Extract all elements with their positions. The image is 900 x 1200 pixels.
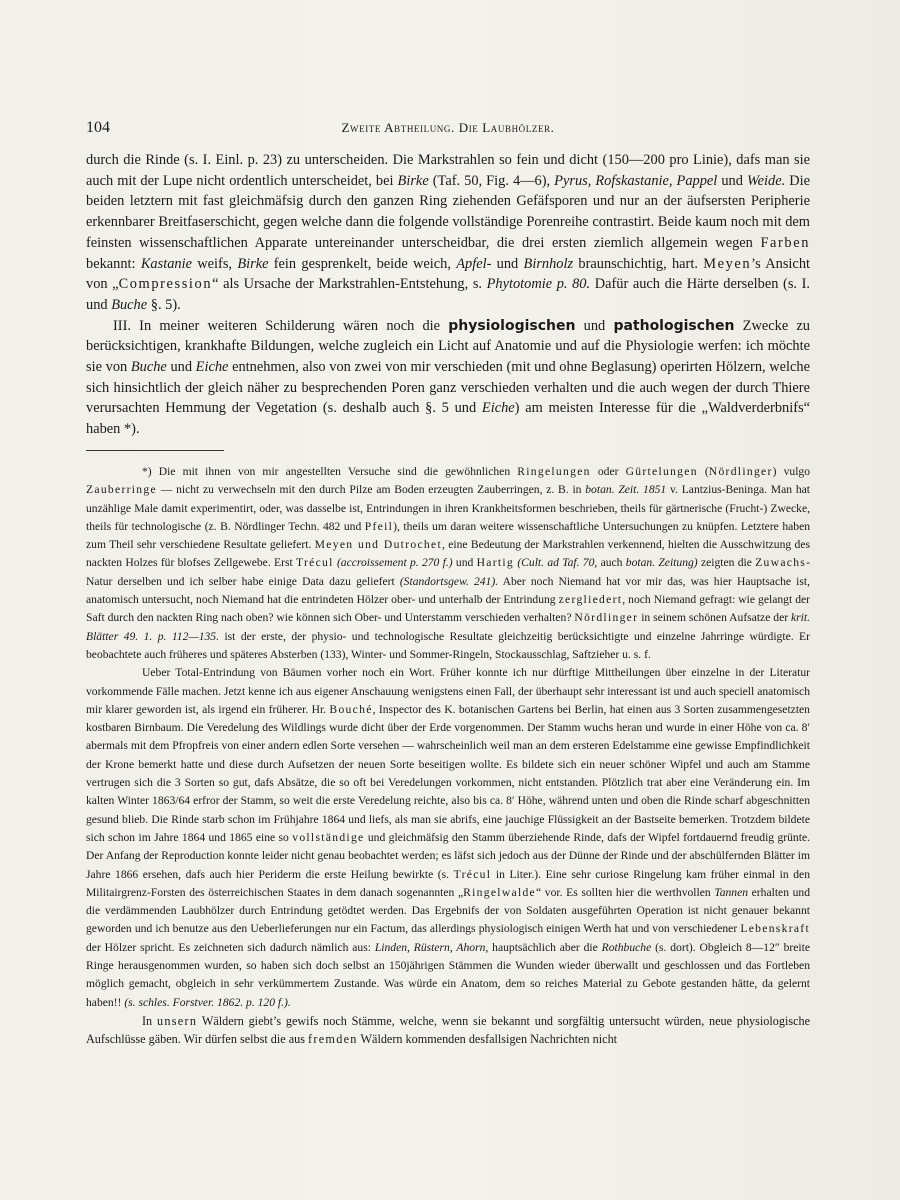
text-run: in seinem schönen Aufsatze der xyxy=(638,611,791,625)
text-run: *) Die mit ihnen von mir angestellten Versuche sind die gewöhnlichen xyxy=(142,465,518,478)
italic-term: Eiche xyxy=(481,400,515,417)
text-run: und xyxy=(575,317,614,334)
spaced-term: unsern xyxy=(156,1013,198,1028)
text-run: in Liter.). Eine sehr curiose Ringelung kam früher einmal in den Militairgrenz-Forsten des österreichischen Staates in dem danach sogenannten „ xyxy=(86,867,810,899)
page-header xyxy=(86,119,810,137)
spaced-term: Lebenskraft xyxy=(740,922,810,936)
italic-term: Rothbuche xyxy=(601,940,652,954)
spaced-term: vollständige xyxy=(292,830,365,844)
text-run: zeigten die xyxy=(697,556,756,570)
text-run: III. In meiner weiteren Schilderung wären noch die xyxy=(113,317,449,334)
spaced-term: Gürtelungen xyxy=(625,465,698,478)
italic-term: Buche xyxy=(130,359,167,376)
spaced-term: Trécul xyxy=(295,556,334,570)
italic-term: Apfel- xyxy=(456,255,492,272)
bold-term: physiologischen xyxy=(448,317,576,334)
italic-term: Weide. xyxy=(746,172,786,189)
text-run: bekannt: xyxy=(86,255,141,272)
spaced-term: zergliedert xyxy=(558,593,623,607)
text-run: braunschichtig, hart. xyxy=(573,255,704,272)
page-number: 104 xyxy=(86,119,110,136)
text-run: oder xyxy=(590,465,626,478)
italic-term: botan. Zeitung) xyxy=(625,556,698,570)
italic-term: Linden, Rüstern, Ahorn, xyxy=(374,940,489,954)
text-run: und xyxy=(491,255,524,272)
text-run: Wäldern kommenden desfallsigen Nachrichten nicht xyxy=(357,1032,618,1047)
text-run: v. Lantzius-Beninga. Man hat unzählige Male damit experimentirt, oder, was dasselbe ist, Entrindungen in ihren Krankheitsformen beschrieben, theils für gärtnerische (Frucht-) Zwecke, theils für technologische (z. B. Nördlinger Techn. 482 und xyxy=(86,483,810,533)
spaced-term: Nördlinger xyxy=(574,611,639,625)
italic-term: Birke xyxy=(397,172,429,189)
spaced-term: Zauberringe xyxy=(86,483,157,497)
italic-term: Tannen xyxy=(714,885,749,899)
spaced-term: Meyen xyxy=(703,255,752,272)
text-run: ) vulgo xyxy=(772,465,811,478)
italic-term: Pyrus, Rofskastanie, Pappel xyxy=(554,172,718,189)
footnote-block xyxy=(86,463,810,1049)
italic-term: krit. Blätter 49. 1. p. 112—135. xyxy=(86,611,810,643)
spaced-term: fremden xyxy=(308,1032,358,1047)
text-run: ( xyxy=(697,465,709,478)
spaced-term: Ringelwalde xyxy=(463,885,537,899)
text-run: und xyxy=(452,556,477,570)
text-run: — nicht zu verwechseln mit den durch Pilze am Boden erzeugten Zauberringen, z. B. in xyxy=(156,483,586,497)
italic-term: (Cult. ad Taf. 70, xyxy=(517,556,598,570)
text-run: (s. dort). Obgleich 8—12″ breite Ringe herausgenommen wurden, so haben sich doch selbst an 150jährigen Stämmen die Wunden wieder überwallt und geschlossen und das Fortleben möglich gemacht, obgleich in sehr verkümmertem Zustande. Was würde ein Anatom, dem so reiches Material zu Gebote gestanden hätte, da gelernt haben!! xyxy=(86,940,810,1009)
spaced-term: Trécul xyxy=(453,867,492,881)
spaced-term: Bouché xyxy=(329,702,373,716)
text-run: auch xyxy=(597,556,626,570)
text-run: der Hölzer spricht. Es zeichneten sich dadurch nämlich aus: xyxy=(86,940,375,954)
paragraph-1 xyxy=(86,150,810,316)
italic-term: (Standortsgew. 241). xyxy=(399,574,499,588)
text-run: durch die Rinde (s. I. Einl. p. 23) zu unterscheiden. Die Markstrahlen so fein und dicht (150—200 pro Linie), dafs man sie auch mit der Lupe nicht ordentlich unterscheidet, bei xyxy=(86,152,810,189)
text-run: , noch Niemand gefragt: wie gelangt der Saft durch den nackten Ring nach oben? wie können sich Ober- und Unterstamm verschieden verhalten? xyxy=(86,593,810,625)
text-run: ist der erste, der physio- und technologische Resultate gleichzeitig berücksichtigte und einzelne Jahrringe würdigte. Er beobachtete auch früheres und späteres Absterben (133), Winter- und Sommer-Ringeln, Stockausschlag, Saftzieher u. s. f. xyxy=(86,629,810,661)
spaced-term: Pfeil xyxy=(364,519,394,533)
italic-term: Kastanie xyxy=(140,255,192,272)
text-run: und xyxy=(717,172,747,189)
spaced-term: Zuwachs xyxy=(755,556,807,570)
spaced-term: Ringelungen xyxy=(517,465,591,478)
spaced-term: Meyen und Dutrochet xyxy=(314,538,442,552)
text-run: “ als Ursache der Markstrahlen-Entstehung, s. xyxy=(212,276,487,293)
footnote-paragraph-2 xyxy=(86,664,810,1012)
text-run: Dafür auch die Härte derselben (s. I. und xyxy=(86,276,810,313)
text-run: Zwecke zu berücksichtigen, krankhafte Bildungen, welche zugleich ein Licht auf Anatomie und auf die Physiologie werfen: ich möchte sie von xyxy=(86,317,810,376)
text-run: ), theils um daran weitere wissenschaftliche Untersuchungen zu knüpfen. Letztere haben zum Theil sehr verschiedene Resultate geliefert. xyxy=(86,519,811,552)
text-run: , Inspector des K. botanischen Gartens bei Berlin, hat einen aus 3 Sorten zusammengesetzten kostbaren Birnbaum. Die Veredelung des Wildlings wurde dicht über der Erde vorgenommen. Der Stamm wuchs heran und wurde in einer Höhe von ca. 8′ abermals mit dem Pfropfreis von einer andern edlen Sorte versehen — wahrscheinlich weil man an dem ersteren Edelstamme eine gewisse Empfindlichkeit der Krone bemerkt hatte und diese durch Aufsetzen der neuen Sorte beseitigen wollte. Es bildete sich ein neuer schöner Wipfel und auch am Stamme vertrugen sich die 3 Sorten so gut, dafs Absätze, die so oft bei Veredelungen vorkommen, nicht entstanden. Plötzlich trat aber eine Veränderung ein. Im kalten Winter 1863/64 erfror der Stamm, so weit die erste Veredelung reichte, also bis ca. 8′ Höhe, während unten und oben die Rinde scharf abgeschnitten gesund blieb. Die Rinde starb schon im Frühjahre 1864 und liefs, als man sie abrifs, eine jauchige Flüssigkeit an der Bastseite bemerken. Trotzdem bildete sich schon im Jahre 1864 und 1865 eine so xyxy=(86,702,810,844)
italic-term: Phytotomie p. 80. xyxy=(486,276,591,293)
italic-term: Eiche xyxy=(195,359,229,376)
running-head: Zweite Abtheilung. Die Laubhölzer. xyxy=(341,120,555,135)
italic-term: Birke xyxy=(237,255,269,272)
text-run: §. 5). xyxy=(147,296,181,313)
text-run: und xyxy=(166,359,196,376)
text-run: Die beiden letztern mit fast gleichmäfsig durch den ganzen Ring ziehenden Gefäfsporen und nur an der äufsersten Peripherie erkennbarer Breitfaserschicht, gegen welche dann die folgende vollständige Porenreihe contrastirt. Beide kaum noch mit dem feinsten wissenschaftlichen Apparate untereinander unterscheidbar, die drei ersten ziemlich allgemein wegen xyxy=(86,172,811,251)
footnote-paragraph-1 xyxy=(86,463,810,664)
bold-term: pathologischen xyxy=(613,317,735,334)
main-text xyxy=(86,150,810,440)
italic-term: Birnholz xyxy=(523,255,574,272)
text-run: -Natur derselben und ich selber habe einige Data dazu geliefert xyxy=(86,556,810,588)
text-run: Ueber Total-Entrindung von Bäumen vorher noch ein Wort. Früher konnte ich nur dürftige Mittheilungen über einzelne in der Literatur vorkommende Fälle machen. Jetzt kenne ich aus eigener Anschauung wenigstens einen Fall, der überhaupt sehr interessant ist und auch speciell anatomisch mir klarer geworden ist, als irgend ein früherer. Hr. xyxy=(86,666,810,716)
text-run: “ vor. Es sollten hier die werthvollen xyxy=(536,885,715,899)
spaced-term: Hartig xyxy=(476,556,515,570)
spaced-term: Compression xyxy=(118,276,213,293)
text-run: hauptsächlich aber die xyxy=(488,940,602,954)
italic-term: botan. Zeit. 1851 xyxy=(585,483,667,497)
text-run: , eine Bedeutung der Markstrahlen verkennend, hielten die Ausschwitzung des nackten Holzes für blofses Zellgewebe. Erst xyxy=(86,538,810,570)
paragraph-section-iii xyxy=(86,316,810,440)
spaced-term: Nördlinger xyxy=(708,465,773,478)
text-run: In xyxy=(142,1013,157,1028)
text-run: Aber noch Niemand hat vor mir das, was hier Hauptsache ist, anatomisch untersucht, noch Niemand hat die entrindeten Hölzer ober- und unterhalb der Entrindung xyxy=(86,574,810,607)
text-run: fein gesprenkelt, beide weich, xyxy=(268,255,457,272)
text-run: entnehmen, also von zwei von mir verschieden (mit und ohne Beglasung) operirten Hölzern, welche sich hinsichtlich der gleich näher zu besprechenden Poren ganz verschieden verhalten und die auch wegen der durch Thiere verursachten Hemmung der Vegetation (s. deshalb auch §. 5 und xyxy=(86,359,810,417)
text-run: (Taf. 50, Fig. 4—6), xyxy=(428,172,555,189)
text-run: ’s Ansicht von „ xyxy=(86,255,811,293)
text-run: erhalten und die verdämmenden Laubhölzer durch Entrindung getödtet werden. Das Ergebnifs der von Soldaten ausgeführten Operation ist nicht genauer bekannt geworden und ich benutze aus den Ueberlieferungen nur ein Factum, das allerdings physiologisch einigen Werth hat und von verschiedener xyxy=(86,885,810,936)
footnote-rule xyxy=(86,450,224,451)
spaced-term: Farben xyxy=(760,234,810,251)
footnote-paragraph-3 xyxy=(86,1012,810,1049)
italic-term: (s. schles. Forstver. 1862. p. 120 f.). xyxy=(124,995,291,1009)
italic-term: Buche xyxy=(111,296,148,313)
text-run: weifs, xyxy=(192,255,238,272)
italic-term: (accroissement p. 270 f.) xyxy=(336,556,453,570)
text-run: Wäldern giebt’s gewifs noch Stämme, welche, wenn sie bekannt und sorgfältig untersucht würden, neue physiologische Aufschlüsse gäben. Wir dürfen selbst die aus xyxy=(86,1013,810,1047)
text-run: und gleichmäfsig den Stamm überziehende Rinde, dafs der Wipfel fortdauernd freudig grünte. Der Anfang der Reproduction konnte leider nicht genau beobachtet werden; es läfst sich jedoch aus der Dünne der Rinde und der abschülfernden Blätter im Jahre 1866 ersehen, dafs auch hier Periderm die erste Heilung bewirkte (s. xyxy=(86,830,810,881)
text-run: ) am meisten Interesse für die „Waldverderbnifs“ haben *). xyxy=(86,400,810,438)
